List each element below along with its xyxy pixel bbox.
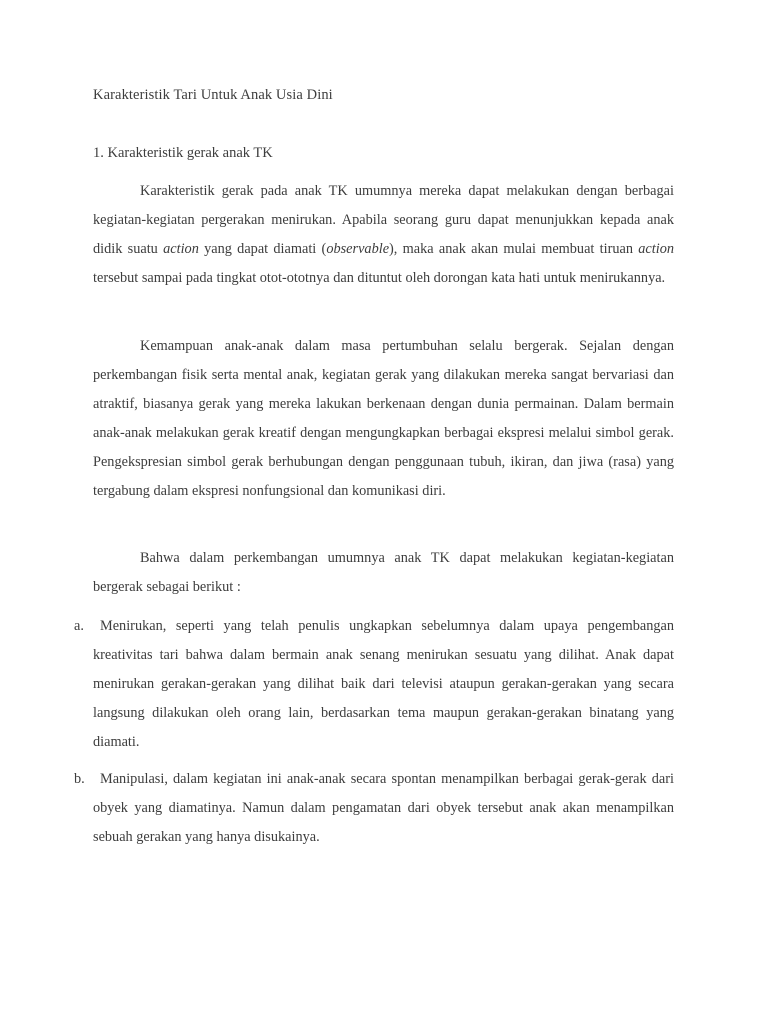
- paragraph-1-text-b: yang dapat diamati (: [198, 241, 327, 257]
- list-marker: a.: [74, 618, 84, 634]
- paragraph-2: Kemampuan anak-anak dalam masa pertumbuhan selalu bergerak. Sejalan dengan perkembangan fisik serta mental anak, kegiatan gerak yang dilakukan mereka sangat bervariasi dan atraktif, biasanya gerak yang mereka lakukan berkenaan dengan dunia permainan. Dalam bermain anak-anak melakukan gerak kreatif dengan mengungkapkan berbagai ekspresi melalui simbol gerak. Pengekspresian simbol gerak berhubungan dengan penggunaan tubuh, ikiran, dan jiwa (rasa) yang tergabung dalam ekspresi nonfungsional dan komunikasi diri.: [93, 338, 674, 499]
- paragraph-1: [93, 177, 674, 293]
- list-item-text: Menirukan, seperti yang telah penulis ungkapkan sebelumnya dalam upaya pengembangan kreativitas tari bahwa dalam bermain anak senang menirukan sesuatu yang dilihat. Anak dapat menirukan gerakan-gerakan yang dilihat baik dari televisi ataupun gerakan-gerakan yang secara langsung dilakukan oleh orang lain, berdasarkan tema maupun gerakan-gerakan binatang yang diamati.: [93, 618, 674, 750]
- list-item: [74, 612, 674, 757]
- paragraph-1-text-a: Karakteristik gerak pada anak TK umumnya mereka dapat melakukan dengan berbagai kegiatan-kegiatan pergerakan menirukan. Apabila seorang guru dapat menunjukkan kepada anak didik suatu: [93, 183, 674, 257]
- paragraph-1-text-d: tersebut sampai pada tingkat otot-ototnya dan dituntut oleh dorongan kata hati untuk menirukannya.: [93, 270, 666, 286]
- paragraph-1-italic-observable: observable: [326, 241, 390, 257]
- paragraph-1-italic-action: action: [163, 241, 199, 257]
- paragraph-3: Bahwa dalam perkembangan umumnya anak TK dapat melakukan kegiatan-kegiatan bergerak sebagai berikut :: [93, 550, 674, 595]
- paragraph-1-italic-action-2: action: [638, 241, 675, 257]
- paragraph-1-text-c: ), maka anak akan mulai membuat tiruan: [389, 241, 639, 257]
- document-title: Karakteristik Tari Untuk Anak Usia Dini: [93, 87, 333, 103]
- section-heading: 1. Karakteristik gerak anak TK: [93, 145, 273, 161]
- list-marker: b.: [74, 771, 85, 787]
- list-item-text: Manipulasi, dalam kegiatan ini anak-anak secara spontan menampilkan berbagai gerak-gerak dari obyek yang diamatinya. Namun dalam pengamatan dari obyek tersebut anak akan menampilkan sebuah gerakan yang hanya disukainya.: [93, 771, 674, 845]
- list-item: [74, 765, 674, 852]
